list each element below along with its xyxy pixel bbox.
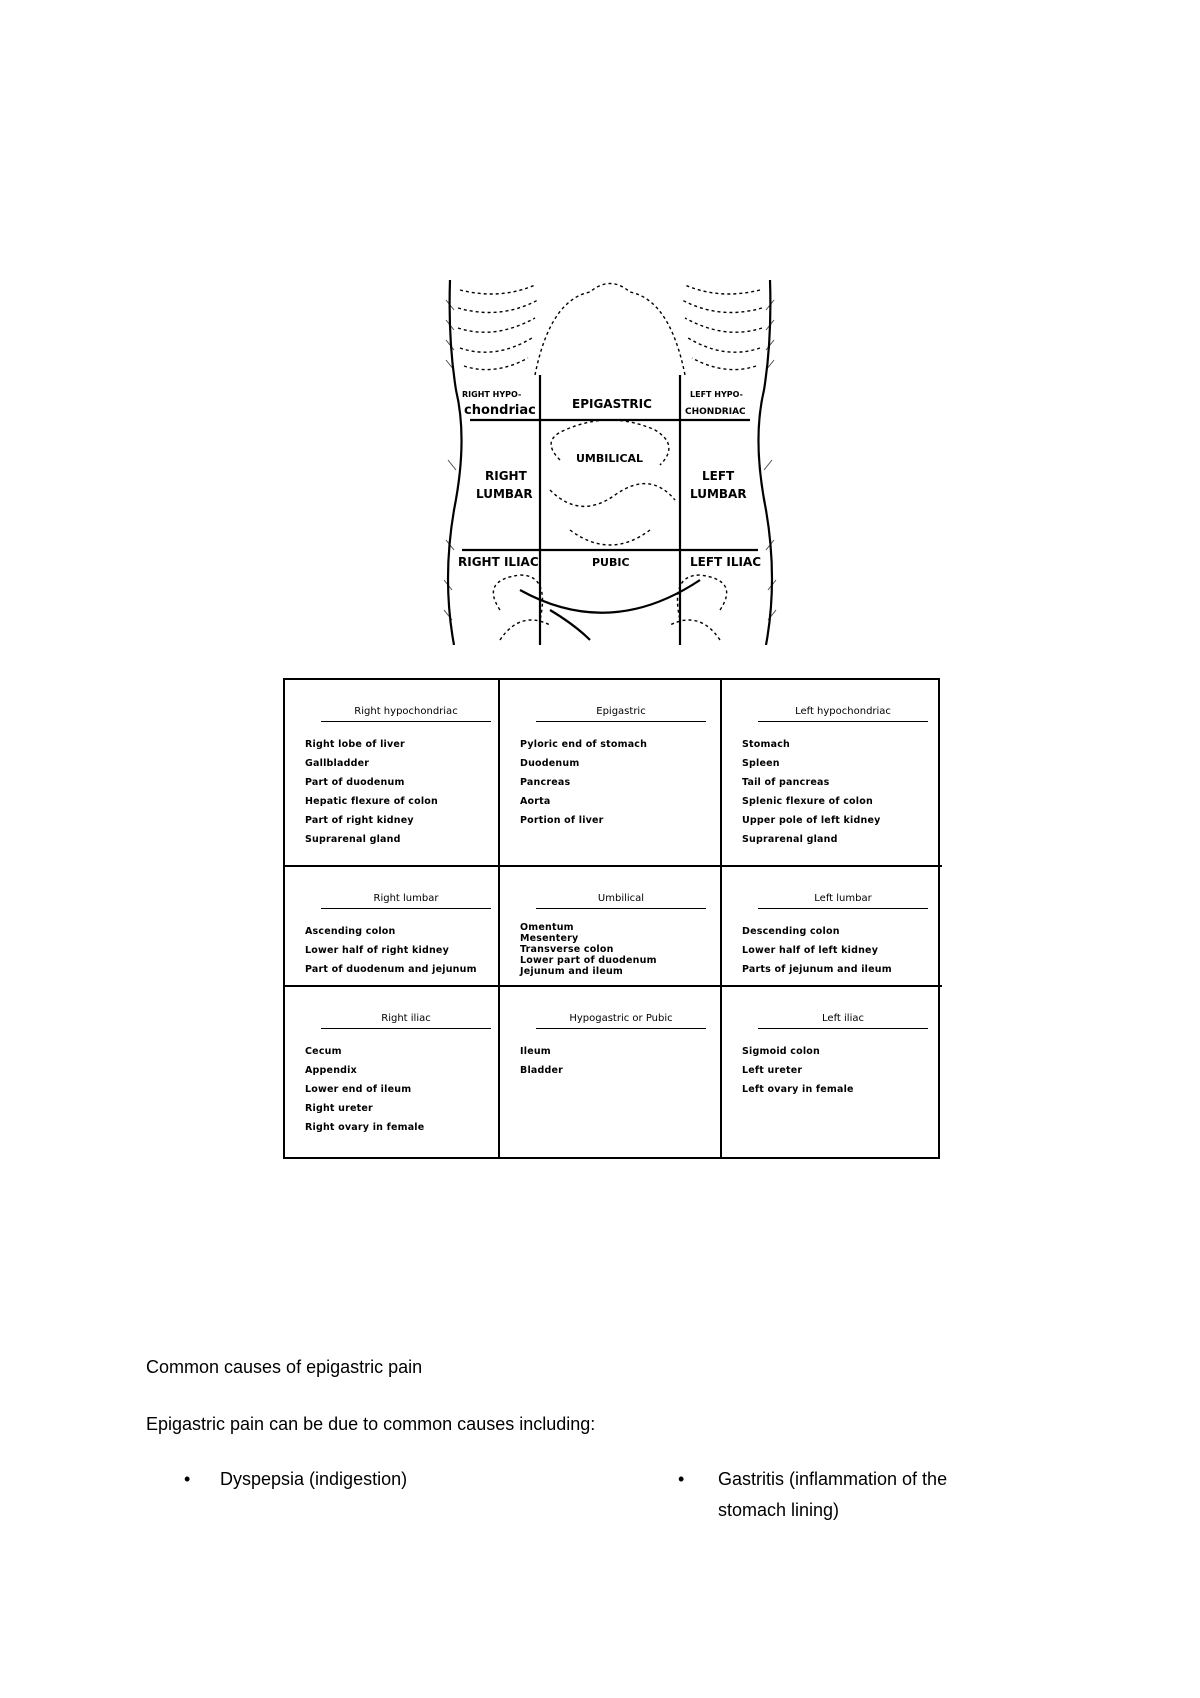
list-item-text: Dyspepsia (indigestion) — [220, 1469, 408, 1489]
organ-item: Right ovary in female — [305, 1122, 425, 1133]
label-pubic: PUBIC — [592, 556, 630, 569]
organ-item: Appendix — [305, 1065, 357, 1076]
organ-list — [742, 735, 928, 849]
region-cell — [500, 867, 722, 987]
region-cell — [722, 987, 942, 1157]
organ-item: Lower end of ileum — [305, 1084, 412, 1095]
bullet-icon: • — [678, 1469, 685, 1489]
organ-item: Lower half of left kidney — [742, 945, 879, 956]
organ-item: Ileum — [520, 1046, 551, 1057]
region-title: Umbilical — [536, 893, 706, 909]
organ-item: Pancreas — [520, 777, 571, 788]
organ-list — [520, 735, 706, 830]
region-cell — [285, 987, 500, 1157]
organ-list — [305, 735, 484, 849]
organ-item: Suprarenal gland — [305, 834, 401, 845]
bullet-icon: • — [184, 1469, 191, 1489]
organ-item: Bladder — [520, 1065, 564, 1076]
organ-item: Transverse colon — [520, 944, 614, 955]
organ-item: Right lobe of liver — [305, 739, 405, 750]
region-title: Epigastric — [536, 706, 706, 722]
organ-item: Sigmoid colon — [742, 1046, 820, 1057]
organ-item: Part of duodenum and jejunum — [305, 964, 477, 975]
list-item-text: Gastritis (inflammation of the stomach lining) — [718, 1469, 948, 1520]
organ-item: Lower half of right kidney — [305, 945, 449, 956]
organ-item: Suprarenal gland — [742, 834, 838, 845]
region-title: Right hypochondriac — [321, 706, 491, 722]
region-cell — [285, 867, 500, 987]
list-item — [184, 1464, 564, 1495]
organ-item: Left ovary in female — [742, 1084, 854, 1095]
label-right-hypochondriac-2: chondriac — [464, 403, 536, 418]
label-right-lumbar-1: RIGHT — [485, 469, 527, 483]
label-left-hypochondriac-2: CHONDRIAC — [685, 407, 746, 417]
region-title: Left lumbar — [758, 893, 928, 909]
organ-item: Pyloric end of stomach — [520, 739, 648, 750]
region-title: Left hypochondriac — [758, 706, 928, 722]
label-epigastric: EPIGASTRIC — [572, 397, 652, 411]
organ-list — [520, 922, 706, 977]
organ-item: Duodenum — [520, 758, 580, 769]
region-title: Hypogastric or Pubic — [536, 1013, 706, 1029]
organ-item: Cecum — [305, 1046, 342, 1057]
organ-list — [520, 1042, 706, 1080]
organ-item: Left ureter — [742, 1065, 803, 1076]
label-right-lumbar-2: LUMBAR — [476, 487, 533, 501]
region-cell — [500, 680, 722, 867]
organ-item: Spleen — [742, 758, 780, 769]
organ-item: Gallbladder — [305, 758, 370, 769]
label-umbilical: UMBILICAL — [576, 452, 644, 465]
label-right-iliac: RIGHT ILIAC — [458, 555, 539, 569]
label-left-lumbar-2: LUMBAR — [690, 487, 747, 501]
organ-item: Aorta — [520, 796, 551, 807]
region-cell — [722, 867, 942, 987]
organ-item: Ascending colon — [305, 926, 396, 937]
organ-item: Stomach — [742, 739, 791, 750]
organ-item: Part of right kidney — [305, 815, 414, 826]
intro-paragraph: Epigastric pain can be due to common causes including: — [146, 1414, 596, 1434]
region-cell — [285, 680, 500, 867]
organ-list — [305, 922, 484, 979]
region-title: Right lumbar — [321, 893, 491, 909]
organ-list — [305, 1042, 484, 1137]
section-heading: Common causes of epigastric pain — [146, 1357, 423, 1377]
organ-list — [742, 922, 928, 979]
organ-list — [742, 1042, 928, 1099]
region-cell — [500, 987, 722, 1157]
organ-item: Mesentery — [520, 933, 579, 944]
organ-item: Parts of jejunum and ileum — [742, 964, 892, 975]
organ-item: Hepatic flexure of colon — [305, 796, 438, 807]
label-left-iliac: LEFT ILIAC — [690, 555, 762, 569]
label-left-lumbar-1: LEFT — [702, 469, 735, 483]
organ-item: Upper pole of left kidney — [742, 815, 881, 826]
region-title: Left iliac — [758, 1013, 928, 1029]
organ-item: Tail of pancreas — [742, 777, 830, 788]
organ-item: Jejunum and ileum — [520, 966, 624, 977]
organ-item: Omentum — [520, 922, 574, 933]
list-item — [678, 1464, 1018, 1526]
region-cell — [722, 680, 942, 867]
abdominal-regions-diagram — [440, 280, 780, 645]
abdominal-regions-table — [283, 678, 940, 1159]
organ-item: Splenic flexure of colon — [742, 796, 873, 807]
organ-item: Part of duodenum — [305, 777, 405, 788]
organ-item: Descending colon — [742, 926, 840, 937]
organ-item: Portion of liver — [520, 815, 604, 826]
label-left-hypochondriac-1: LEFT HYPO- — [690, 390, 743, 399]
region-title: Right iliac — [321, 1013, 491, 1029]
organ-item: Lower part of duodenum — [520, 955, 657, 966]
organ-item: Right ureter — [305, 1103, 373, 1114]
label-right-hypochondriac-1: RIGHT HYPO- — [462, 390, 522, 399]
